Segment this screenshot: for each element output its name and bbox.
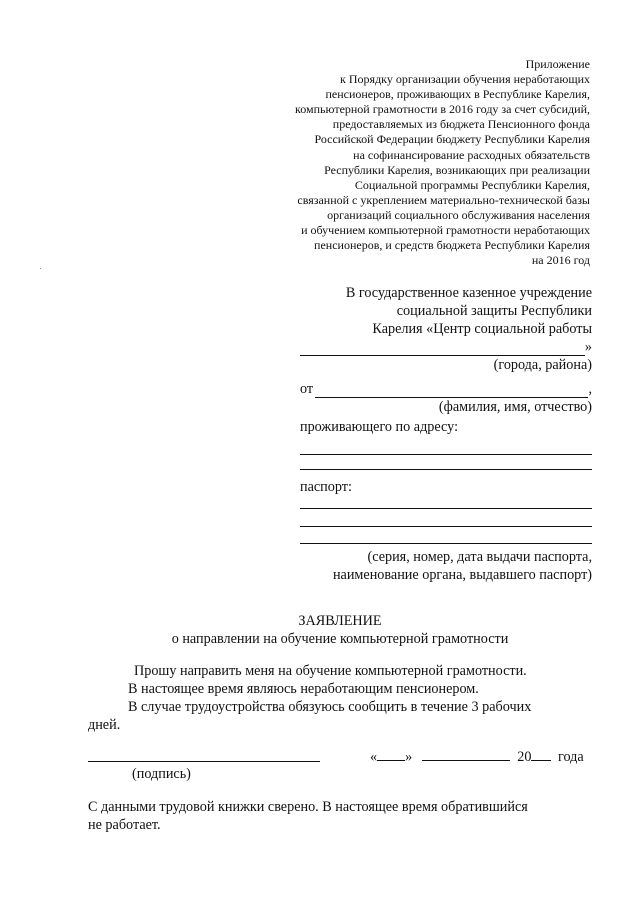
passport-caption-2: наименование органа, выдавшего паспорт): [332, 567, 592, 583]
appendix-line: и обучением компьютерной грамотности неработающих: [301, 223, 590, 238]
passport-caption-1: (серия, номер, дата выдачи паспорта,: [367, 549, 592, 565]
address-field-2[interactable]: [300, 455, 592, 470]
statement-paragraph-1: Прошу направить меня на обучение компьютерной грамотности.: [134, 663, 527, 679]
statement-paragraph-3b: дней.: [88, 717, 121, 733]
statement-title: ЗАЯВЛЕНИЕ: [298, 613, 382, 629]
appendix-line: пенсионеров, проживающих в Республике Карелия,: [325, 87, 590, 102]
center-name-field[interactable]: [300, 341, 585, 356]
appendix-line: на софинансирование расходных обязательств: [353, 147, 590, 162]
city-caption: (города, района): [493, 357, 592, 373]
verification-line-2: не работает.: [88, 817, 161, 833]
address-label: проживающего по адресу:: [300, 419, 459, 435]
addressee-line-2: социальной защиты Республики: [396, 303, 592, 319]
year-field[interactable]: [531, 746, 551, 761]
appendix-line: Республики Карелия, возникающих при реализации: [324, 162, 590, 177]
statement-heading: [0, 612, 640, 648]
appendix-line: Социальной программы Республики Карелия,: [354, 177, 590, 192]
appendix-line: предоставляемых из бюджета Пенсионного фонда: [332, 117, 590, 132]
statement-subtitle: о направлении на обучение компьютерной грамотности: [171, 631, 509, 647]
addressee-line-1: В государственное казенное учреждение: [345, 285, 592, 301]
appendix-header: [190, 57, 590, 268]
signature-caption: (подпись): [132, 766, 191, 782]
appendix-line: организаций социального обслуживания населения: [327, 207, 590, 222]
passport-label: паспорт:: [300, 479, 352, 495]
fio-field[interactable]: [315, 383, 588, 398]
verification-note: [88, 798, 592, 834]
passport-field-1[interactable]: [300, 496, 592, 509]
addressee-line-3: Карелия «Центр социальной работы: [372, 321, 592, 337]
verification-line-1: С данными трудовой книжки сверено. В настоящее время обратившийся: [88, 799, 528, 815]
statement-body: [88, 662, 592, 734]
passport-field-3[interactable]: [300, 527, 592, 544]
year-prefix: 20: [517, 749, 532, 765]
year-suffix: года: [558, 749, 584, 765]
quote-close: »: [584, 339, 592, 355]
address-field-1[interactable]: [300, 436, 592, 455]
appendix-line: Приложение: [525, 57, 590, 71]
date-open-quote: «: [370, 749, 378, 765]
appendix-line: пенсионеров, и средств бюджета Республики Карелия: [314, 238, 590, 253]
fio-caption: (фамилия, имя, отчество): [438, 399, 592, 415]
month-field[interactable]: [422, 746, 510, 761]
from-comma: ,: [588, 381, 592, 397]
from-label: от: [300, 381, 314, 397]
passport-field-2[interactable]: [300, 509, 592, 527]
date-close-quote: »: [405, 749, 413, 765]
addressee-block: [300, 284, 592, 584]
appendix-line: связанной с укреплением материально-технической базы: [297, 192, 590, 207]
statement-paragraph-3a: В случае трудоустройства обязуюсь сообщить в течение 3 рабочих: [128, 699, 532, 715]
statement-paragraph-2: В настоящее время являюсь неработающим пенсионером.: [128, 681, 479, 697]
appendix-line: на 2016 год: [531, 253, 590, 268]
scan-speck: [40, 268, 41, 269]
appendix-line: компьютерной грамотности в 2016 году за счет субсидий,: [295, 102, 590, 117]
appendix-line: к Порядку организации обучения неработающих: [340, 72, 590, 87]
day-field[interactable]: [377, 746, 405, 761]
date-block: [370, 746, 584, 766]
appendix-line: Российской Федерации бюджету Республики Карелия: [314, 132, 590, 147]
signature-field[interactable]: [88, 761, 320, 762]
